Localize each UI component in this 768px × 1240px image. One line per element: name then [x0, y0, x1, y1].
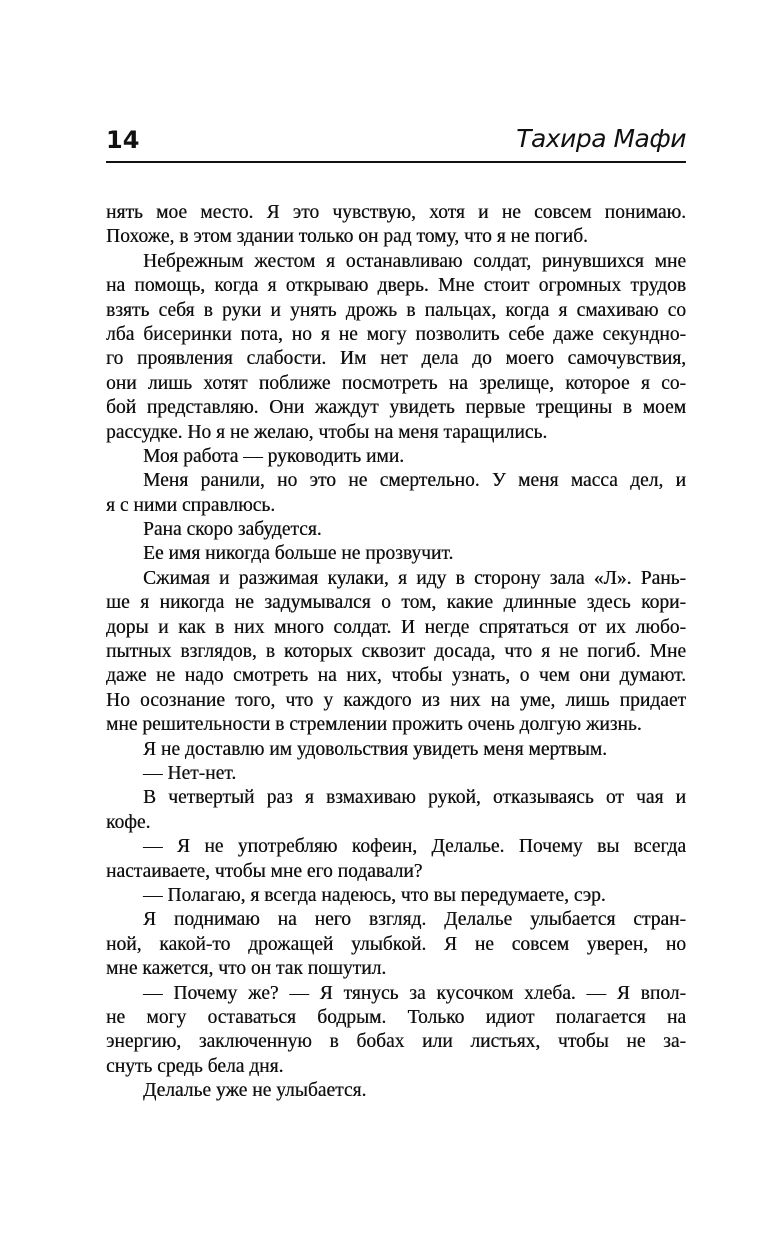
text-line: Рана скоро забудется.	[143, 519, 322, 541]
text-line: Я не доставлю им удовольствия увидеть меня мертвым.	[143, 738, 607, 760]
text-line: Моя работа — руководить ими.	[143, 445, 405, 467]
text-line: Ее имя никогда больше не прозвучит.	[143, 543, 454, 565]
text-line: лба бисеринки пота, но я не могу позволить себе даже секундно-	[106, 323, 686, 345]
text-line: снуть средь бела дня.	[106, 1055, 284, 1077]
text-line: ной, какой-то дрожащей улыбкой. Я не совсем уверен, но	[106, 933, 686, 955]
text-line: настаиваете, чтобы мне его подавали?	[106, 860, 423, 882]
text-line: Но осознание того, что у каждого из них на уме, лишь придает	[106, 689, 686, 711]
text-line: энергию, заключенную в бобах или листьях, чтобы не за-	[106, 1031, 686, 1053]
text-line: бой представляю. Они жаждут увидеть первые трещины в моем	[106, 397, 686, 419]
body-text	[106, 201, 686, 1103]
text-line: Небрежным жестом я останавливаю солдат, ринувшихся мне	[143, 250, 686, 272]
text-line: нять мое место. Я это чувствую, хотя и не совсем понимаю.	[106, 202, 686, 223]
text-line: кофе.	[106, 811, 151, 833]
text-line: го проявления слабости. Им нет дела до моего самочувствия,	[106, 348, 686, 370]
page-number: 14	[106, 126, 140, 154]
text-line: В четвертый раз я взмахиваю рукой, отказываясь от чая и	[143, 787, 686, 809]
text-line: Я поднимаю на него взгляд. Делалье улыбается стран-	[143, 909, 686, 931]
text-line: рассудке. Но я не желаю, чтобы на меня таращились.	[106, 421, 548, 443]
text-line: взять себя в руки и унять дрожь в пальцах, когда я смахиваю со	[106, 299, 686, 321]
text-line: ше я никогда не задумывался о том, какие длинные здесь кори-	[106, 592, 686, 614]
text-line: я с ними справлюсь.	[106, 494, 276, 516]
text-line: — Я не употребляю кофеин, Делалье. Почему вы всегда	[143, 836, 686, 858]
text-line: — Полагаю, я всегда надеюсь, что вы передумаете, сэр.	[143, 884, 606, 906]
text-line: на помощь, когда я открываю дверь. Мне стоит огромных трудов	[106, 275, 686, 297]
text-line: — Нет-нет.	[143, 762, 237, 784]
text-line: мне кажется, что он так пошутил.	[106, 958, 387, 980]
text-line: они лишь хотят поближе посмотреть на зрелище, которое я со-	[106, 372, 686, 394]
text-line: мне решительности в стремлении прожить очень долгую жизнь.	[106, 714, 642, 736]
header-rule	[106, 161, 686, 163]
text-line: даже не надо смотреть на них, чтобы узнать, о чем они думают.	[106, 665, 686, 687]
text-line: пытных взглядов, в которых сквозит досада, что я не погиб. Мне	[106, 641, 686, 663]
running-head-author: Тахира Мафи	[516, 124, 686, 153]
text-line: — Почему же? — Я тянусь за кусочком хлеба. — Я впол-	[143, 982, 686, 1004]
text-line: не могу оставаться бодрым. Только идиот полагается на	[106, 1006, 686, 1028]
running-header	[106, 122, 686, 162]
text-line: Меня ранили, но это не смертельно. У меня масса дел, и	[143, 470, 686, 492]
text-line: Сжимая и разжимая кулаки, я иду в сторону зала «Л». Рань-	[143, 567, 686, 589]
text-line: Делалье уже не улыбается.	[143, 1080, 367, 1102]
text-line: Похоже, в этом здании только он рад тому, что я не погиб.	[106, 226, 588, 248]
text-line: доры и как в них много солдат. И негде спрятаться от их любо-	[106, 616, 686, 638]
